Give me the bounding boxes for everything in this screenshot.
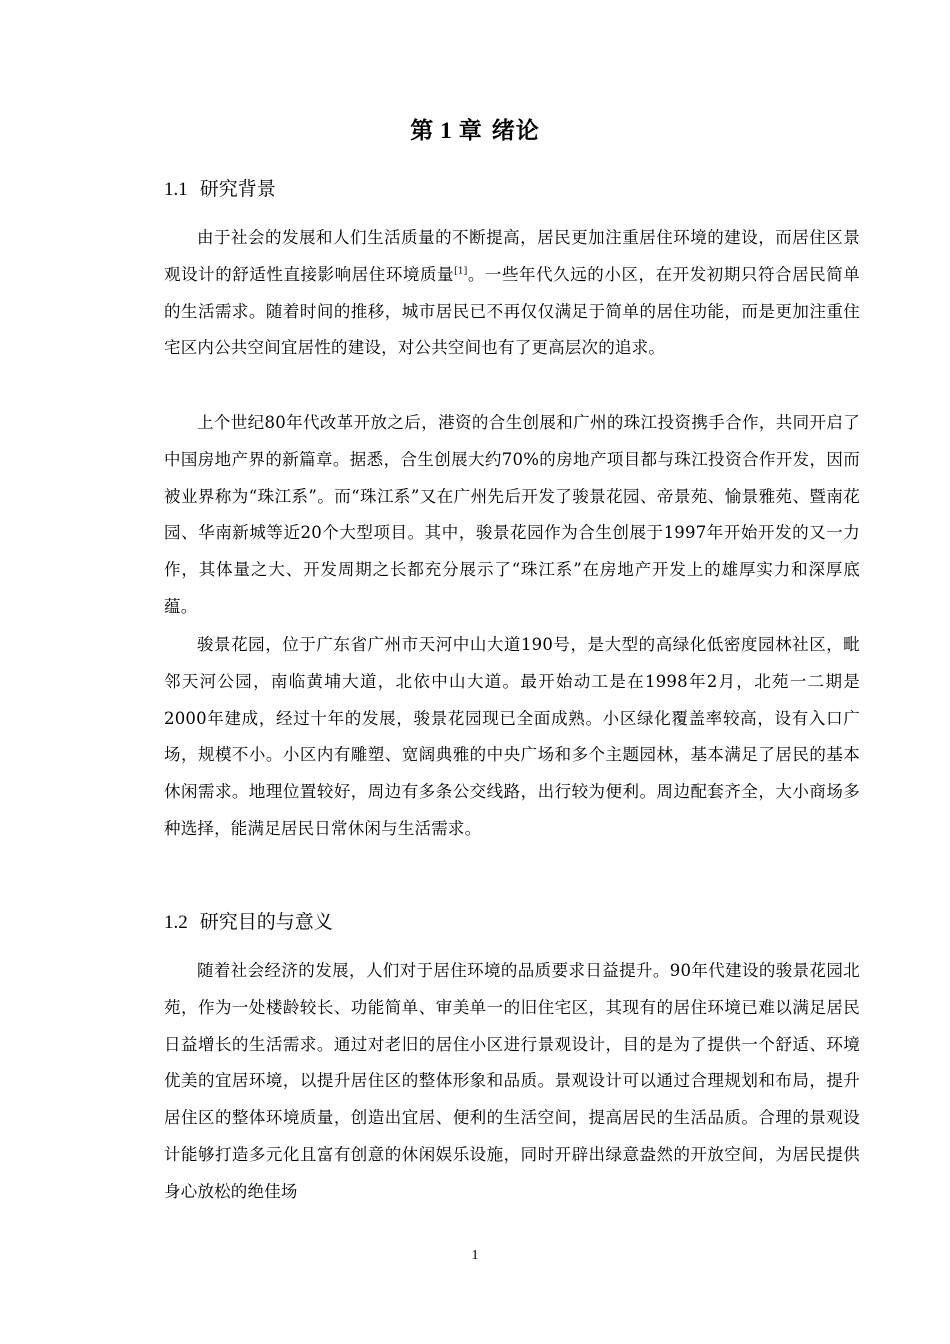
paragraph-text: 由于社会的发展和人们生活质量的不断提高，居民更加注重居住环境的建设，而居住区景观设计的舒适性直接影响居住环境质量	[164, 228, 860, 284]
citation-reference[interactable]: [1]	[454, 266, 468, 277]
paragraph-purpose-1: 随着社会经济的发展，人们对于居住环境的品质要求日益提升。90年代建设的骏景花园北苑，作为一处楼龄较长、功能简单、审美单一的旧住宅区，其现有的居住环境已难以满足居民日益增长的生活需求。通过对老旧的居住小区进行景观设计，目的是为了提供一个舒适、环境优美的宜居环境，以提升居住区的整体形象和品质。景观设计可以通过合理规划和布局，提升居住区的整体环境质量，创造出宜居、便利的生活空间，提高居民的生活品质。合理的景观设计能够打造多元化且富有创意的休闲娱乐设施，同时开辟出绿意盎然的开放空间，为居民提供身心放松的绝佳场	[164, 961, 860, 1201]
section-title: 研究背景	[199, 178, 276, 200]
chapter-title-suffix: 章 绪论	[458, 118, 540, 144]
chapter-number: 1	[440, 118, 453, 143]
paragraph-background-1	[164, 220, 860, 367]
chapter-title	[0, 112, 950, 145]
section-heading-1-1	[164, 174, 276, 201]
page-number: 1	[471, 1248, 479, 1263]
chapter-title-prefix: 第	[410, 118, 435, 144]
section-title: 研究目的与意义	[199, 911, 333, 933]
paragraph-background-3: 骏景花园，位于广东省广州市天河中山大道190号，是大型的高绿化低密度园林社区，毗邻天河公园，南临黄埔大道，北依中山大道。最开始动工是在1998年2月，北苑一二期是2000年建成，经过十年的发展，骏景花园现已全面成熟。小区绿化覆盖率较高，设有入口广场，规模不小。小区内有雕塑、宽阔典雅的中央广场和多个主题园林，基本满足了居民的基本休闲需求。地理位置较好，周边有多条公交线路，出行较为便利。周边配套齐全，大小商场多种选择，能满足居民日常休闲与生活需求。	[164, 635, 860, 838]
section-number: 1.1	[164, 179, 188, 200]
paragraph-background-2: 上个世纪80年代改革开放之后，港资的合生创展和广州的珠江投资携手合作，共同开启了中国房地产界的新篇章。据悉，合生创展大约70%的房地产项目都与珠江投资合作开发，因而被业界称为“珠江系”。而“珠江系”又在广州先后开发了骏景花园、帝景苑、愉景雅苑、暨南花园、华南新城等近20个大型项目。其中，骏景花园作为合生创展于1997年开始开发的又一力作，其体量之大、开发周期之长都充分展示了“珠江系”在房地产开发上的雄厚实力和深厚底蕴。	[164, 413, 860, 616]
paragraph-text: 。一些年代久远的小区，在开发初期只符合居民简单的生活需求。随着时间的推移，城市居民已不再仅仅满足于简单的居住功能，而是更加注重住宅区内公共空间宜居性的建设，对公共空间也有了更高层次的追求。	[164, 264, 860, 358]
section-heading-1-2	[164, 907, 333, 934]
section-number: 1.2	[164, 912, 188, 933]
